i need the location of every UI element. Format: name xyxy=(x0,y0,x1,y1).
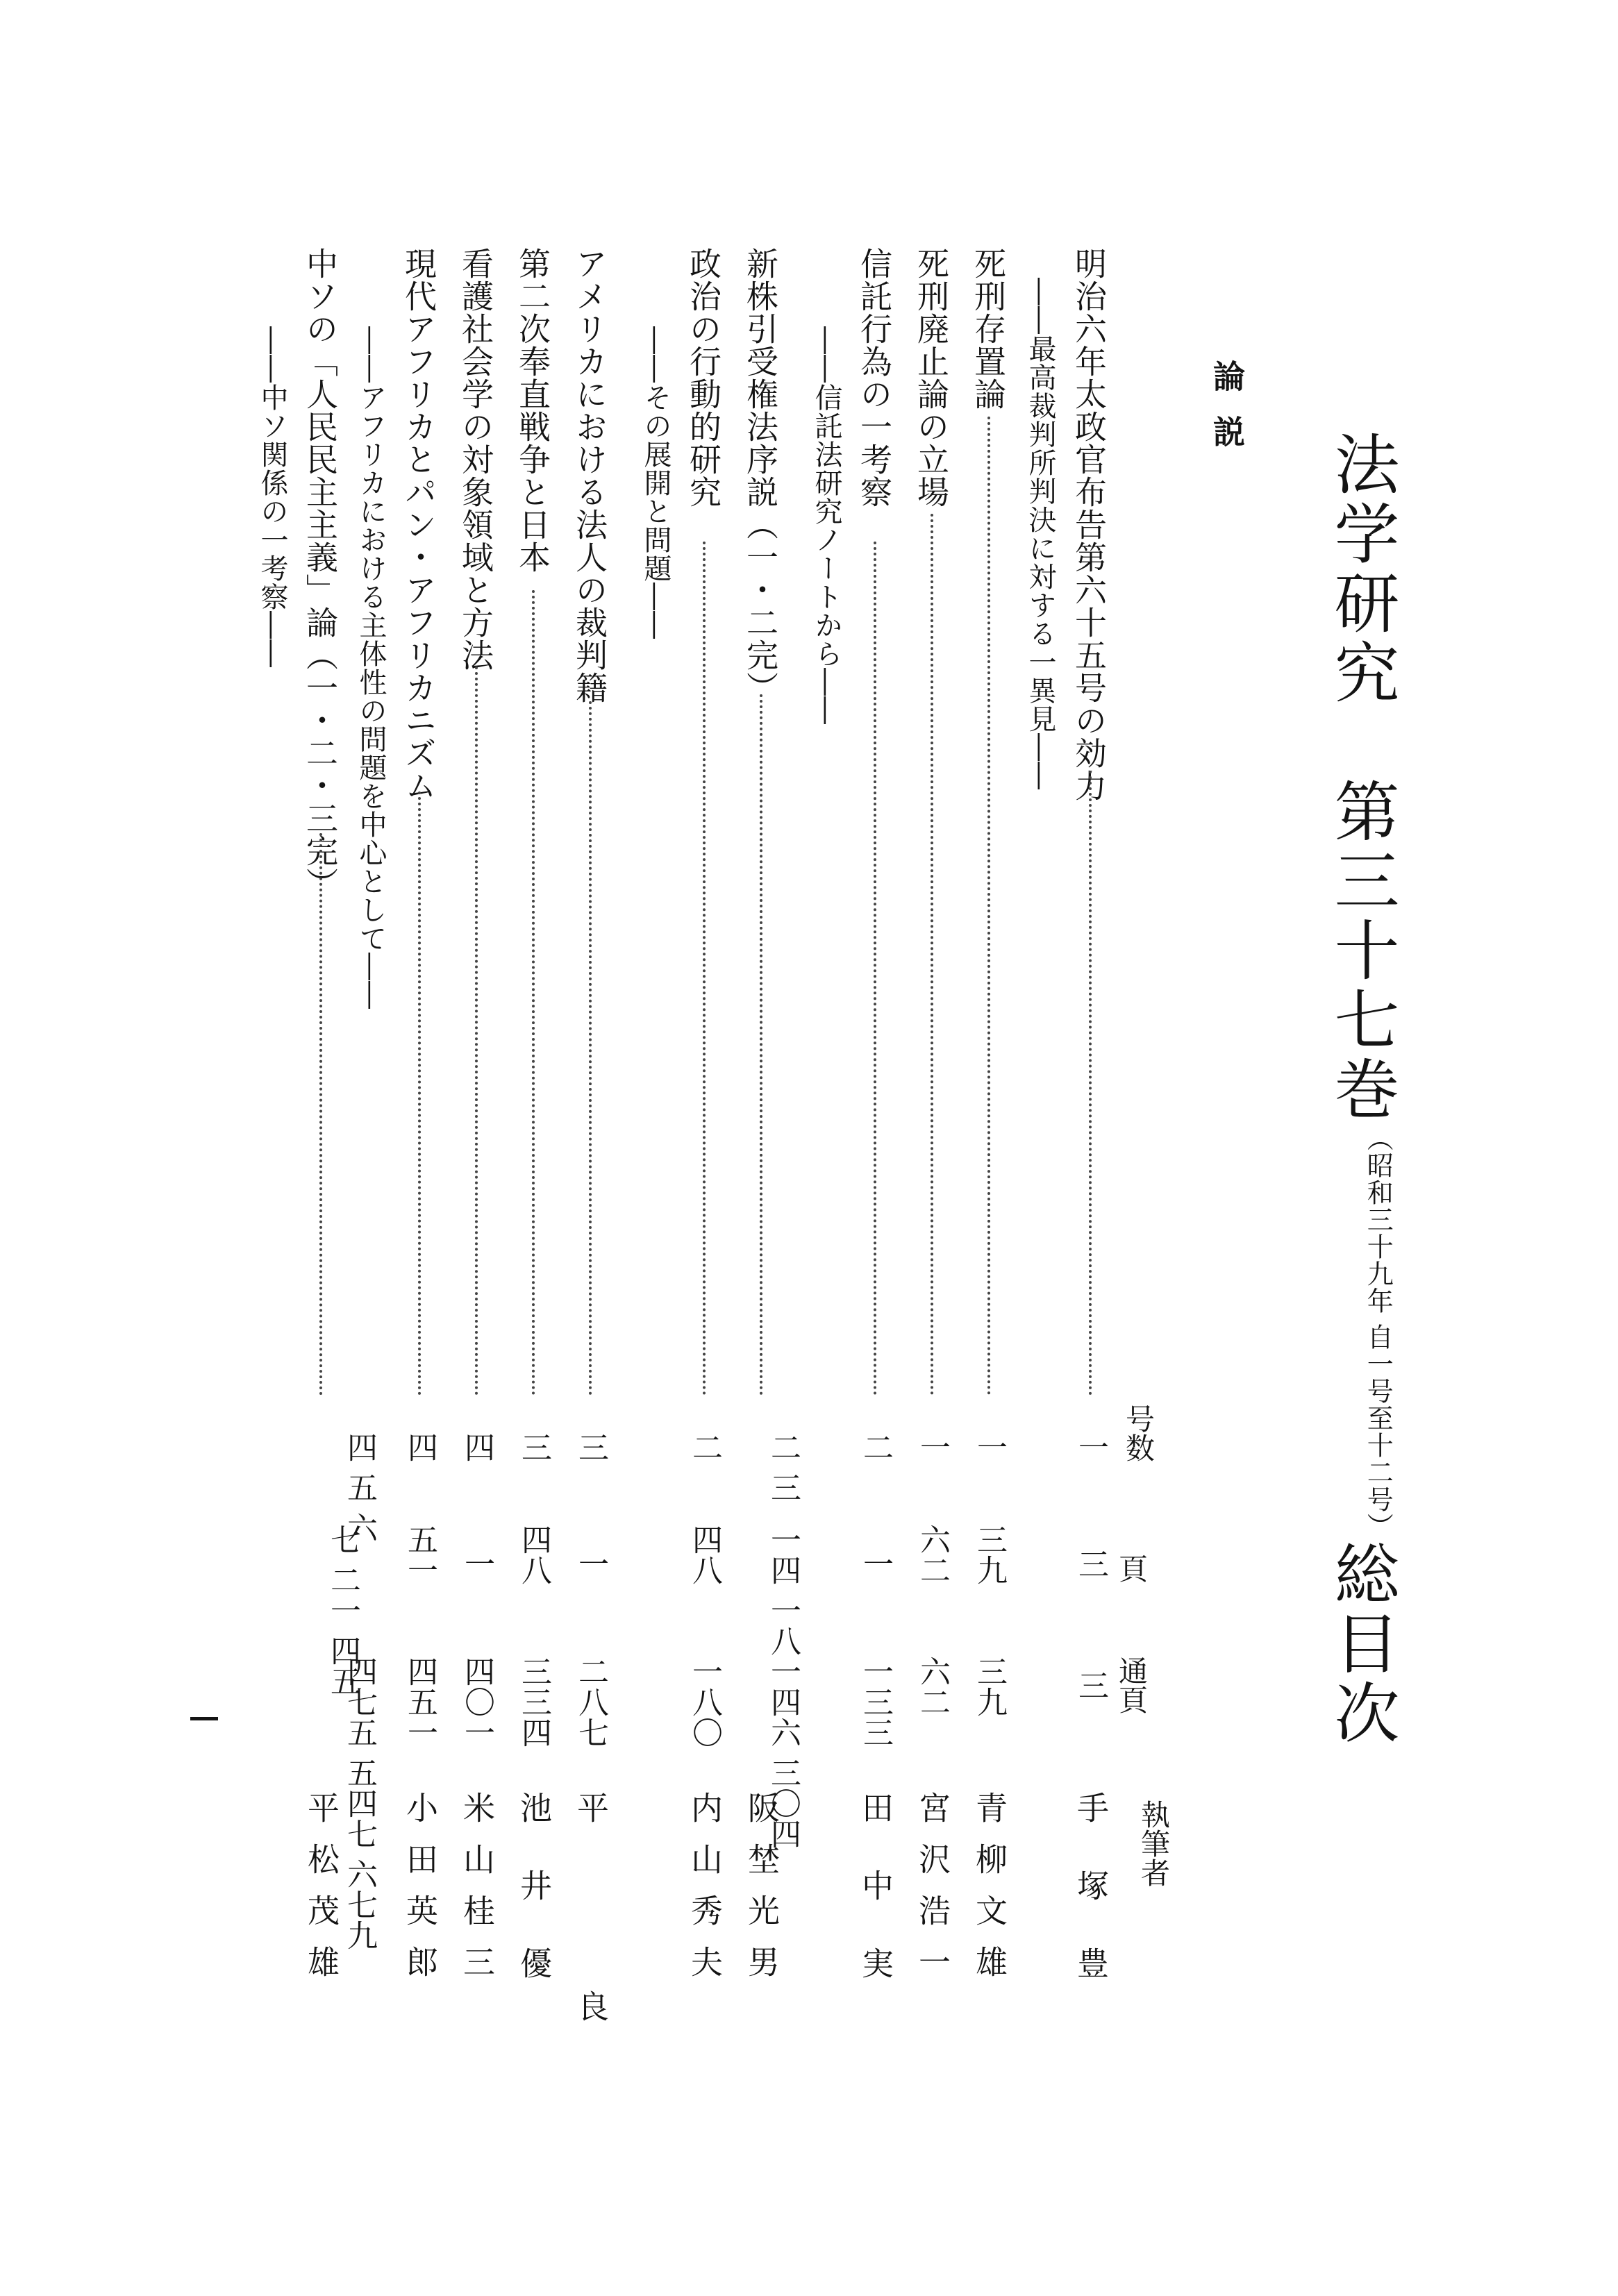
page-number: 四八 xyxy=(516,1524,551,1585)
page-number: 一 xyxy=(459,1548,494,1579)
cumulative-page: 三三四 xyxy=(516,1656,551,1748)
article-title: 信託行為の一考察 xyxy=(856,247,893,508)
dot-leader xyxy=(418,791,421,1396)
page-number: 七 二一 四五 xyxy=(325,1524,360,1696)
cumulative-page: 三九 xyxy=(971,1656,1007,1717)
page-number: 四八 xyxy=(687,1524,722,1585)
dot-leader xyxy=(532,590,535,1396)
page-number: 一四 一八 xyxy=(765,1524,801,1656)
page-number: 一 xyxy=(858,1548,893,1579)
dot-leader xyxy=(319,833,322,1396)
issue-number: 二 xyxy=(858,1432,893,1462)
header-page: 頁 xyxy=(1115,1554,1149,1583)
issue-number: 二 三 xyxy=(765,1432,801,1502)
cumulative-page: 六二 xyxy=(915,1656,950,1717)
page-number: 五一 xyxy=(402,1524,437,1585)
article-title: 現代アフリカとパン・アフリカニズム xyxy=(400,247,437,802)
article-title: 死刑廃止論の立場 xyxy=(912,247,950,508)
issue-number: 三 xyxy=(573,1432,608,1462)
header-author: 執筆者 xyxy=(1137,1800,1171,1887)
page-number: 三九 xyxy=(971,1524,1007,1585)
page-title-note: （昭和三十九年 自一号至十二号） xyxy=(1362,1125,1394,1541)
author-name: 手塚豊 xyxy=(1072,1791,1110,2025)
dot-leader xyxy=(987,417,990,1396)
article-title: 明治六年太政官布告第六十五号の効力 xyxy=(1070,247,1108,802)
page-folio xyxy=(190,1717,218,1720)
article-title: アメリカにおける法人の裁判籍 xyxy=(571,247,608,704)
header-cumulative-page: 通頁 xyxy=(1115,1656,1149,1714)
page-title-suffix: 総目次 xyxy=(1323,1540,1399,1749)
page-title xyxy=(1323,430,1399,1749)
page-number: 六二 xyxy=(915,1524,950,1585)
dot-leader xyxy=(1089,771,1092,1396)
cumulative-page: 四五一 xyxy=(402,1656,437,1748)
dot-leader xyxy=(931,514,933,1396)
cumulative-page: 二八七 xyxy=(573,1656,608,1748)
article-subtitle: ――アフリカにおける主体性の問題を中心として―― xyxy=(355,326,387,1009)
issue-number: 四 xyxy=(459,1432,494,1462)
author-name: 青柳文雄 xyxy=(971,1791,1008,1997)
dot-leader xyxy=(760,694,762,1396)
article-title: 中ソの「人民民主主義」論（一・二・三完） xyxy=(301,247,339,900)
author-name: 内山秀夫 xyxy=(686,1791,724,1997)
cumulative-page: 一四六 三〇四 xyxy=(765,1656,801,1849)
author-name: 小田英郎 xyxy=(401,1791,439,1997)
cumulative-page: 四七五 五四七 六七九 xyxy=(342,1656,377,1950)
author-name: 宮沢浩一 xyxy=(914,1791,951,1997)
page-number: 三 xyxy=(1073,1548,1108,1579)
dot-leader xyxy=(589,701,592,1396)
cumulative-page: 三 xyxy=(1073,1670,1108,1700)
issue-number: 四 五 六 xyxy=(342,1432,377,1543)
author-name: 田中実 xyxy=(857,1791,894,2025)
dot-leader xyxy=(703,542,706,1396)
article-title: 死刑存置論 xyxy=(969,247,1007,410)
cumulative-page: 一八〇 xyxy=(687,1656,722,1748)
article-title: 看護社会学の対象領域と方法 xyxy=(457,247,494,671)
cumulative-page: 四〇一 xyxy=(459,1656,494,1748)
article-title: 第二次奉直戦争と日本 xyxy=(514,247,551,573)
article-title: 政治の行動的研究 xyxy=(685,247,722,508)
issue-number: 一 xyxy=(1073,1432,1108,1462)
issue-number: 一 xyxy=(915,1432,950,1462)
article-subtitle: ――中ソ関係の一考察―― xyxy=(256,326,288,668)
author-name: 平松茂雄 xyxy=(303,1791,340,1997)
author-name: 池井優 xyxy=(515,1791,553,2025)
section-label: 論説 xyxy=(1208,360,1246,471)
author-name: 平良 xyxy=(572,1791,610,2188)
header-issue: 号数 xyxy=(1121,1404,1156,1462)
author-name: 阪埜光男 xyxy=(743,1791,781,1997)
dot-leader xyxy=(874,542,876,1396)
issue-number: 四 xyxy=(402,1432,437,1462)
article-subtitle: ――その展開と問題―― xyxy=(640,326,672,639)
page-number: 一 xyxy=(573,1548,608,1579)
article-subtitle: ――最高裁判所判決に対する一異見―― xyxy=(1024,278,1056,790)
issue-number: 三 xyxy=(516,1432,551,1462)
article-subtitle: ――信託法研究ノートから―― xyxy=(810,326,842,725)
article-title: 新株引受権法序説（一・二完） xyxy=(742,247,779,704)
dot-leader xyxy=(475,667,478,1396)
page-title-main: 法学研究 第三十七巻 xyxy=(1323,430,1399,1125)
author-name: 米山桂三 xyxy=(458,1791,496,1997)
cumulative-page: 一三三 xyxy=(858,1656,893,1748)
issue-number: 一 xyxy=(971,1432,1007,1462)
issue-number: 二 xyxy=(687,1432,722,1462)
